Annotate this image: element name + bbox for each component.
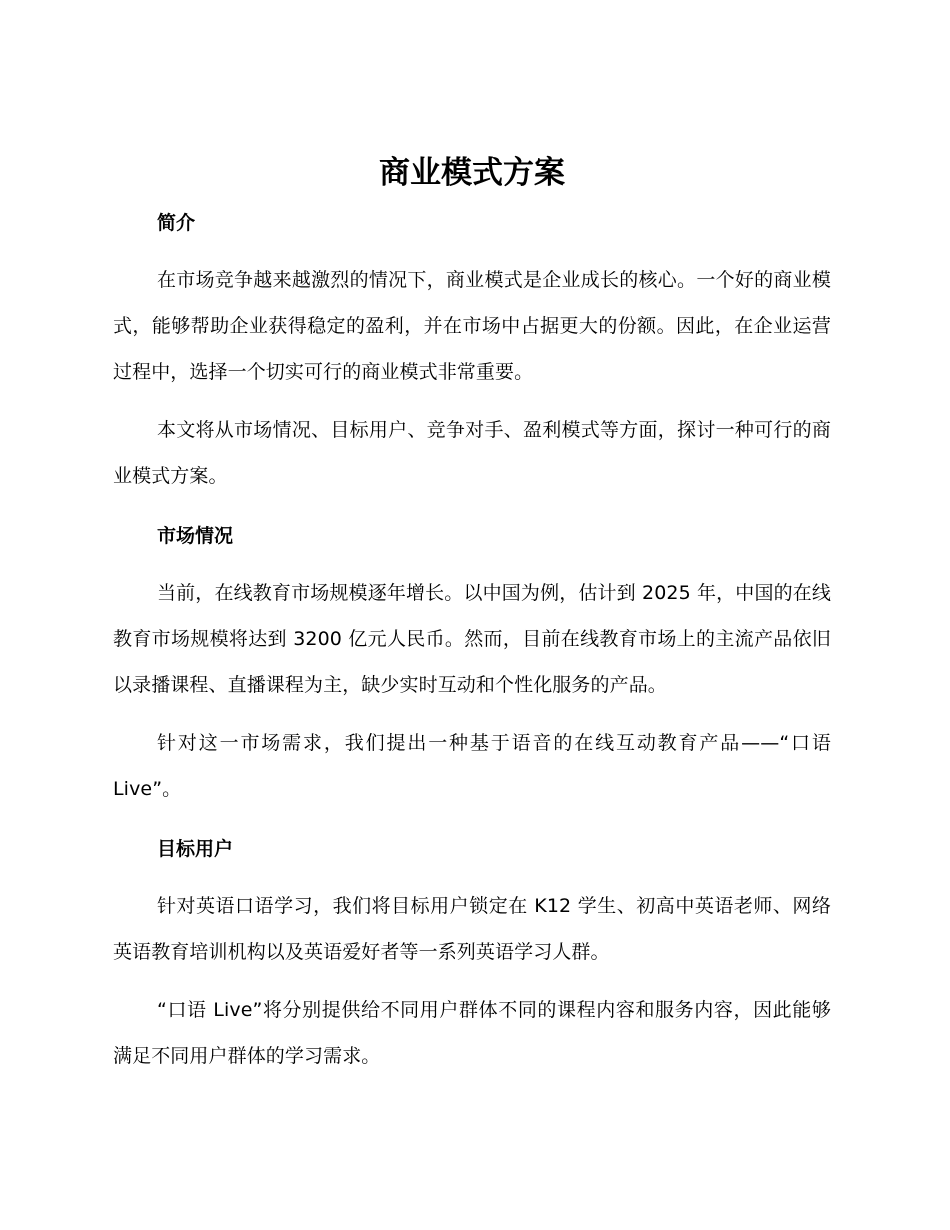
section-heading-market: 市场情况 [157,525,234,547]
section-target-users [113,834,831,1079]
intro-paragraph-2: 本文将从市场情况、目标用户、竞争对手、盈利模式等方面，探讨一种可行的商业模式方案。 [113,419,831,487]
document-page [113,150,831,1091]
section-heading-target-users: 目标用户 [157,838,234,860]
intro-paragraph-1: 在市场竞争越来越激烈的情况下，商业模式是企业成长的核心。一个好的商业模式，能够帮助企业获得稳定的盈利，并在市场中占据更大的份额。因此，在企业运营过程中，选择一个切实可行的商业模式非常重要。 [113,269,831,383]
target-users-paragraph-1: 针对英语口语学习，我们将目标用户锁定在 K12 学生、初高中英语老师、网络英语教育培训机构以及英语爱好者等一系列英语学习人群。 [113,895,831,963]
target-users-paragraph-2: “口语 Live”将分别提供给不同用户群体不同的课程内容和服务内容，因此能够满足不同用户群体的学习需求。 [113,999,831,1067]
section-market [113,521,831,812]
market-paragraph-1: 当前，在线教育市场规模逐年增长。以中国为例，估计到 2025 年，中国的在线教育市场规模将达到 3200 亿元人民币。然而，目前在线教育市场上的主流产品依旧以录播课程、直播课程为主，缺少实时互动和个性化服务的产品。 [113,582,831,696]
market-paragraph-2: 针对这一市场需求，我们提出一种基于语音的在线互动教育产品——“口语 Live”。 [113,732,831,800]
section-intro [113,208,831,499]
document-title: 商业模式方案 [379,155,565,191]
section-heading-intro: 简介 [157,212,196,234]
